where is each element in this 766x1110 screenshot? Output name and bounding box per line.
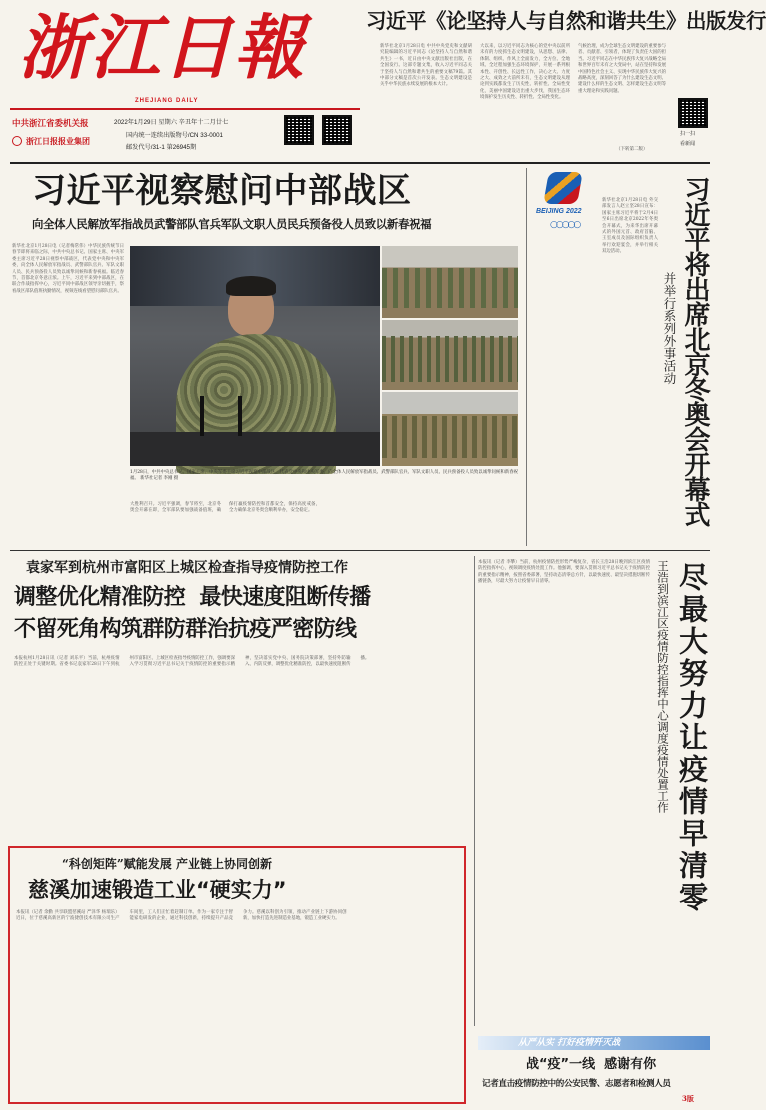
- group-logo-icon: [12, 136, 22, 146]
- lead-photo-troops-1[interactable]: [382, 246, 518, 318]
- caption-credit: 新华社记者 李刚 摄: [140, 476, 179, 482]
- feature-headline[interactable]: 慈溪加速锻造工业“硬实力”: [28, 878, 287, 902]
- person-hair: [226, 276, 276, 296]
- issn-number: 国内统一连续出版物号/CN 33-0001: [126, 132, 223, 139]
- feature-box: [8, 846, 466, 1104]
- top-story-body-col2: 大以来，以习近平同志为核心的党中央以前所未有的力度抓生态文明建设，从思想、法律、体制、组织、作风上全面发力，全方位、全地域、全过程加强生态环境保护，开展一系列根本性、开创性、长远性工作，决心之大、力度之大、成效之大前所未有，生态文明建设从理论到实践都发生了历史性、转折性、全局性变化，美丽中国建设迈出重大步伐，我国生态环境保护发生历史性、转折性、全局性变化。: [480, 44, 570, 101]
- issue-date: 2022年1月29日 星期六 辛丑年十二月廿七: [114, 119, 229, 126]
- top-story-body-col3: 气候治理，成为全球生态文明建设的重要参与者、贡献者、引领者，体现了负责任大国的担当。习近平同志在中华民族伟大复兴战略全局和世界百年未有之大变局中，站在坚持和发展中国特色社会主义、实现中华民族伟大复兴的战略高度，深刻回答了为什么建设生态文明、建设什么样的生态文明、怎样建设生态文明等重大理论和实践问题。: [578, 44, 666, 94]
- top-story-headline[interactable]: 习近平《论坚持人与自然和谐共生》出版发行: [366, 9, 766, 33]
- epidemic-headline-1[interactable]: 调整优化精准防控 最快速度阻断传播: [14, 585, 371, 610]
- lead-headline[interactable]: 习近平视察慰问中部战区: [32, 171, 412, 211]
- beijing-2022-emblem: [536, 172, 600, 236]
- olympics-story: [530, 166, 712, 548]
- lead-photo-troops-3[interactable]: [382, 392, 518, 466]
- column-banner[interactable]: [478, 1030, 710, 1108]
- post-code: 邮发代号/31-1 第26945期: [126, 144, 197, 151]
- top-story-body-col1: 新华社北京1月28日电 中共中央党史和文献研究院编辑的习近平同志《论坚持人与自然和谐共生》一书，近日由中央文献出版社出版，在全国发行。这部专题文集，收入习近平同志关于坚持人与自然和谐共生的重要文稿79篇。其中部分文稿是首次公开发表。生态文明建设是关乎中华民族永续发展的根本大计。: [380, 44, 472, 88]
- right-story-body: 本报讯（记者 李攀）当前，杭州疫情防控形势严峻复杂，省长王浩28日晚到滨江区疫情防控指挥中心，视频调度疫情处置工作。他强调，要深入贯彻习近平总书记关于疫情防控的重要指示精神，按照省委部署，坚持动态清零总方针，以最快速度、最坚决措施切断传播链条，尽最大努力让疫情早日清零。: [478, 560, 650, 585]
- microphone-left: [200, 396, 204, 436]
- desk: [130, 432, 380, 466]
- qr-sublabel: 看新闻: [680, 141, 696, 147]
- epidemic-headline-2[interactable]: 不留死角构筑群防群治抗疫严密防线: [14, 617, 357, 642]
- top-story-qr-code[interactable]: [678, 98, 708, 128]
- right-story: [478, 554, 712, 1026]
- lead-story: [10, 164, 522, 548]
- right-story-subhead: 王浩到滨江区疫情防控指挥中心调度疫情处置工作: [656, 560, 670, 813]
- epidemic-story: [10, 552, 470, 842]
- olympics-subhead: 并举行系列外事活动: [662, 272, 677, 385]
- page-reference[interactable]: 3版: [682, 1094, 694, 1103]
- lead-photo-troops-2[interactable]: [382, 320, 518, 390]
- epidemic-kicker: 袁家军到杭州市富阳区上城区检查指导疫情防控工作: [26, 560, 348, 576]
- top-story: [366, 0, 766, 160]
- banner-subhead: 记者直击疫情防控中的公安民警、志愿者和检测人员: [482, 1079, 671, 1089]
- epidemic-body: 本报杭州1月28日讯（记者 刘乐平）当前，杭州疫情防控正处于关键时期。省委书记袁家军28日下午到杭州市富阳区、上城区检查指导疫情防控工作，强调要深入学习贯彻习近平总书记关于疫情防控的重要指示精神，坚决落实党中央、国务院决策部署，坚持外防输入、内防反弹，调整优化精准防控，以最快速度阻断传播。: [14, 656, 370, 668]
- olympics-headline[interactable]: 习近平将出席北京冬奥会开幕式: [680, 176, 710, 526]
- feature-body: 本报讯（记者 余勤 共享联盟慈溪站 严泽华 杨瑞乐）近日，位于慈溪高新区的宁波捷创技术有限公司生产车间里，工人们正忙着赶制订单。作为一家专注于智能家电研发的企业，通过科技创新，持续提升产品竞争力。慈溪以科创为引领，推动产业链上下游协同创新，加快打造先进制造业基地，锻造工业硬实力。: [16, 910, 347, 922]
- masthead: [0, 0, 360, 160]
- banner-headline: 战“疫”一线 感谢有你: [526, 1057, 657, 1072]
- party-organ-label: 中共浙江省委机关报: [12, 118, 89, 128]
- lead-subhead: 向全体人民解放军指战员武警部队官兵军队文职人员民兵预备役人员致以新春祝福: [32, 217, 432, 231]
- lead-body-left: 新华社北京1月28日电（记者梅常伟）中华民族传统节日春节即将来临之际，中共中央总书记、国家主席、中央军委主席习近平28日视察中部战区，代表党中央和中央军委，向全体人民解放军指战员、武警部队官兵、军队文职人员、民兵预备役人员致以诚挚问候和新春祝福。临近春节，首都北京冬意正浓。上午，习近平来到中部战区，在联合作战指挥中心，习近平同中部战区领导亲切握手，察看战区部队值班执勤情况，视频连线看望慰问部队官兵。: [12, 244, 124, 294]
- qr-code-1[interactable]: [284, 115, 314, 145]
- group-name: 浙江日报报业集团: [26, 137, 90, 146]
- newspaper-logo: 浙江日報: [18, 6, 306, 89]
- qr-label: 扫一扫: [680, 131, 696, 137]
- logo-pinyin: ZHEJIANG DAILY: [135, 98, 199, 104]
- emblem-text: BEIJING 2022: [536, 208, 582, 215]
- olympics-body: 新华社北京1月28日电 外交部发言人赵立坚28日宣布：国家主席习近平将于2月4日至6日出席北京2022年冬奥会开幕式，为来华出席开幕式的外国元首、政府首脑、王室成员及国际组织负责人举行欢迎宴会，并举行相关双边活动。: [602, 198, 658, 255]
- lead-photo-caption: [130, 470, 518, 498]
- feature-kicker: “科创矩阵”赋能发展 产业链上协同创新: [62, 857, 272, 871]
- continued-note: （下转第二版）: [616, 147, 648, 152]
- olympic-rings-icon: ○○○○○: [550, 220, 580, 230]
- lead-photo-main[interactable]: [130, 246, 380, 466]
- microphone-right: [238, 396, 242, 436]
- right-story-headline[interactable]: 尽最大努力让疫情早清零: [675, 562, 709, 914]
- lead-body-bottom: 大胜利召开。习近平强调，春节将至，北京冬奥会开幕在即，全军部队要加强战备值班，确保打赢疫情防控和首都安全，保持高度戒备，全力确保北京冬奥会顺利举办，安全稳定。: [130, 502, 320, 514]
- caption-text: 1月28日，中共中央总书记、国家主席、中央军委主席习近平视察中部战区，代表党中央和中央军委，向全体人民解放军指战员、武警部队官兵、军队文职人员、民兵预备役人员致以诚挚问候和新春祝福。: [130, 470, 518, 482]
- banner-series: 从严从实 打好疫情歼灭战: [518, 1038, 621, 1048]
- qr-code-2[interactable]: [322, 115, 352, 145]
